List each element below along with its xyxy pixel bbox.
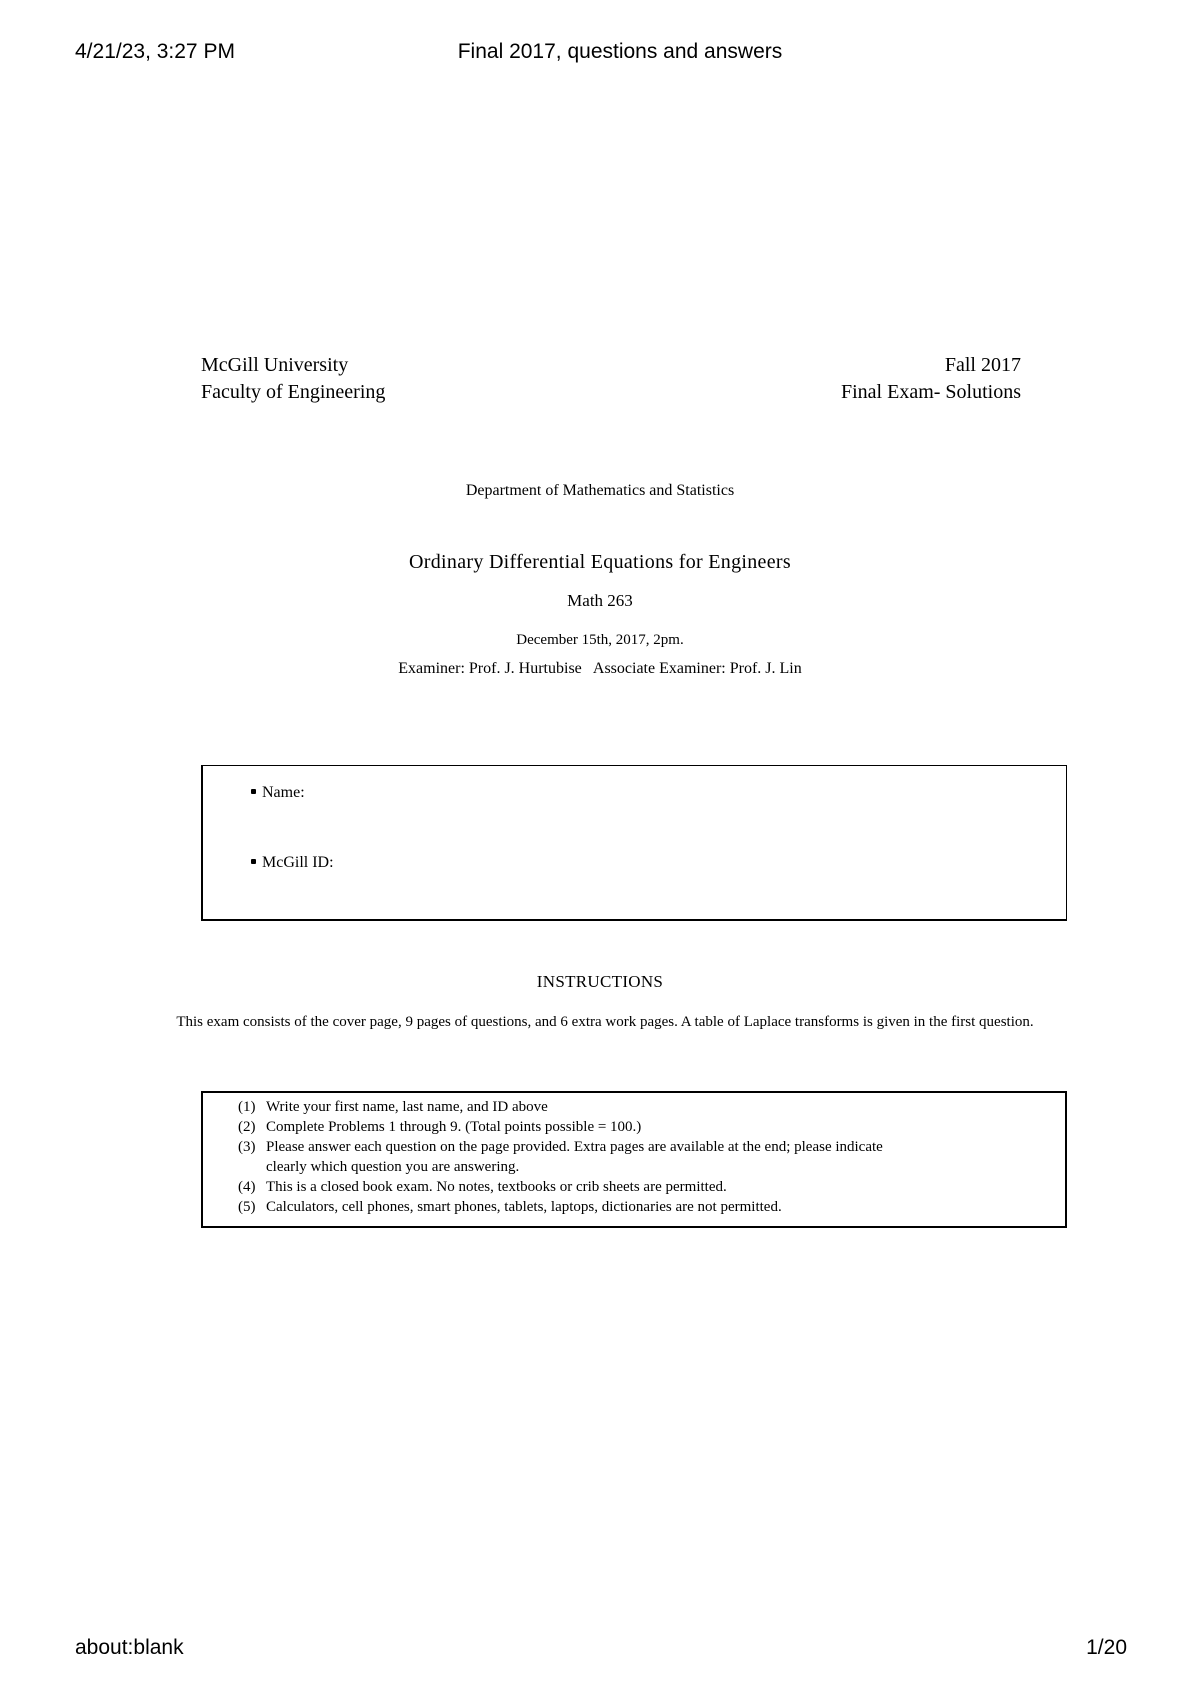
- examiners: Examiner: Prof. J. Hurtubise Associate Examiner: Prof. J. Lin: [398, 660, 802, 677]
- exam-type: Final Exam- Solutions: [841, 381, 1021, 403]
- exam-term: Fall 2017: [944, 354, 1021, 376]
- rule-item: (1) Write your first name, last name, and ID above: [238, 1099, 548, 1115]
- rule-item: (4) This is a closed book exam. No notes, textbooks or crib sheets are permitted.: [238, 1179, 727, 1195]
- print-header: [0, 38, 1200, 68]
- rule-item: (5) Calculators, cell phones, smart phones, tablets, laptops, dictionaries are not permitted.: [238, 1199, 782, 1215]
- department-name: Department of Mathematics and Statistics: [465, 482, 735, 499]
- university-name: McGill University: [201, 354, 349, 376]
- student-id-box: [201, 765, 1067, 921]
- rule-item: (3) Please answer each question on the page provided. Extra pages are available at the end; please indicate clearly which question you are answering.: [238, 1139, 883, 1175]
- rules-box: [201, 1091, 1067, 1228]
- bullet-icon: [251, 859, 256, 864]
- rule-item: (2) Complete Problems 1 through 9. (Total points possible = 100.): [238, 1119, 642, 1135]
- page-number: 1/20: [1086, 1636, 1127, 1659]
- mcgill-id-field: [251, 854, 334, 872]
- course-code: Math 263: [567, 591, 633, 610]
- mcgill-id-label: McGill ID:: [262, 854, 334, 871]
- name-field: [251, 784, 305, 802]
- instructions-intro: This exam consists of the cover page, 9 pages of questions, and 6 extra work pages. A table of Laplace transforms is given in the first question.: [176, 1014, 1034, 1030]
- faculty-name: Faculty of Engineering: [201, 381, 386, 403]
- instructions-heading: INSTRUCTIONS: [536, 972, 664, 991]
- course-title: Ordinary Differential Equations for Engineers: [409, 551, 791, 573]
- bullet-icon: [251, 789, 256, 794]
- print-datetime: 4/21/23, 3:27 PM: [75, 40, 235, 63]
- exam-date: December 15th, 2017, 2pm.: [516, 632, 684, 648]
- print-document-title: Final 2017, questions and answers: [457, 40, 783, 63]
- name-label: Name:: [262, 784, 305, 801]
- print-url: about:blank: [75, 1636, 184, 1659]
